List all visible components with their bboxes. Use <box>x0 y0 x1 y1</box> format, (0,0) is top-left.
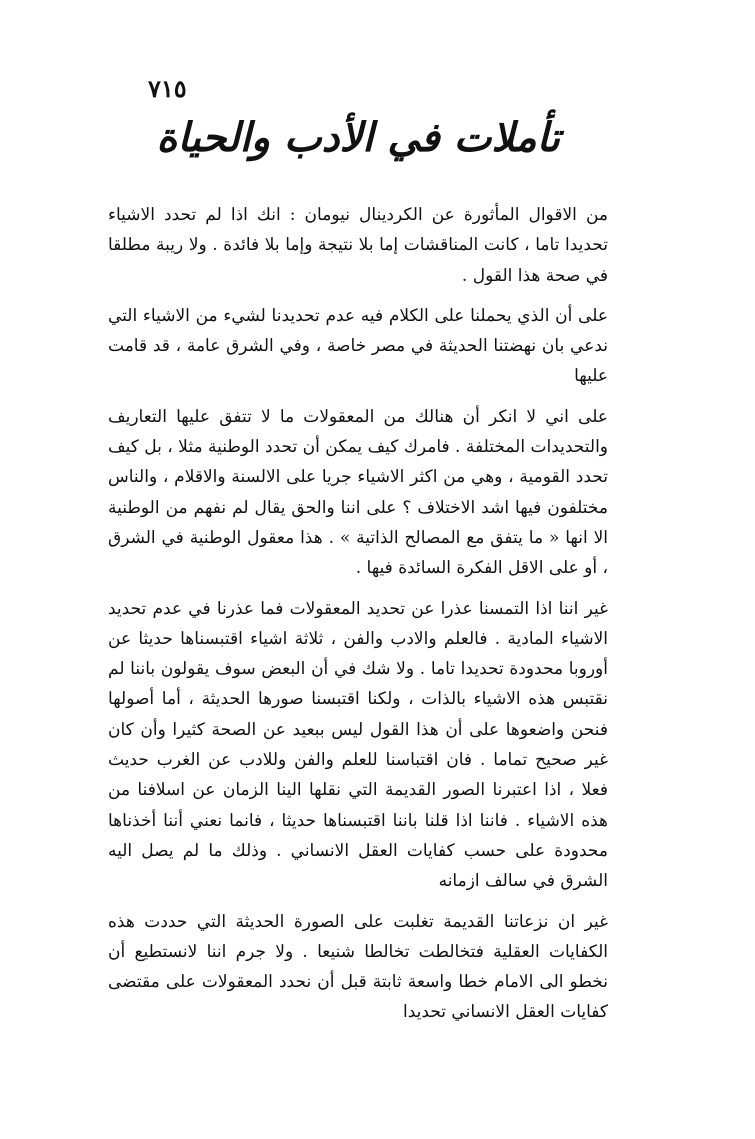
paragraph-5: غير ان نزعاتنا القديمة تغلبت على الصورة الحديثة التي حددت هذه الكفايات العقلية فتخالطت تخالطا شنيعا . ولا جرم اننا لانستطيع أن نخطو الى الامام خطا واسعة ثابتة قبل أن نحدد المعقولات على مقتضى كفايات العقل الانساني تحديدا <box>108 911 608 1023</box>
paragraph-3: على اني لا انكر أن هنالك من المعقولات ما لا تتفق عليها التعاريف والتحديدات المختلفة . فامرك كيف يمكن أن تحدد الوطنية مثلا ، بل كيف تحدد القومية ، وهي من اكثر الاشياء جريا على الالسنة والاقلام ، والناس مختلفون فيها اشد الاختلاف ؟ على اننا والحق يقال لم نفهم من الوطنية الا انها « ما يتفق مع المصالح الذاتية » . هذا معقول الوطنية في الشرق ، أو على الاقل الفكرة السائدة فيها . <box>108 406 608 579</box>
page-title: تأملات في الأدب والحياة <box>156 114 560 161</box>
page-number: ٧١٥ <box>148 74 187 103</box>
paragraph-4: غير اننا اذا التمسنا عذرا عن تحديد المعقولات فما عذرنا في عدم تحديد الاشياء المادية . فالعلم والادب والفن ، ثلاثة اشياء اقتبسناها حديثا عن أوروبا محدودة تحديدا تاما . ولا شك في أن البعض سوف يقولون باننا لم نقتبس هذه الاشياء بالذات ، ولكنا اقتبسنا صورها الحديثة ، أما أصولها فنحن واضعوها على أن هذا القول ليس ببعيد عن الصحة كثيرا وأن كان غير صحيح تماما . فان اقتباسنا للعلم والفن وللادب عن الغرب حديث فعلا ، اذا اعتبرنا الصور القديمة التي نقلها الينا الزمان عن اسلافنا من هذه الاشياء . فاننا اذا قلنا باننا اقتبسناها حديثا ، فانما نعني أننا أخذناها محدودة على حسب كفايات العقل الانساني . وذلك ما لم يصل اليه الشرق في سالف ازمانه <box>108 598 608 892</box>
paragraph-1: من الاقوال المأثورة عن الكردينال نيومان : انك اذا لم تحدد الاشياء تحديدا تاما ، كانت المناقشات إما بلا نتيجة وإما بلا فائدة . ولا ريبة مطلقا في صحة هذا القول . <box>108 205 608 286</box>
paragraph-2: على أن الذي يحملنا على الكلام فيه عدم تحديدنا لشيء من الاشياء التي ندعي بان نهضتنا الحديثة في مصر خاصة ، وفي الشرق عامة ، قد قامت عليها <box>108 305 608 387</box>
article-body <box>108 200 608 1028</box>
